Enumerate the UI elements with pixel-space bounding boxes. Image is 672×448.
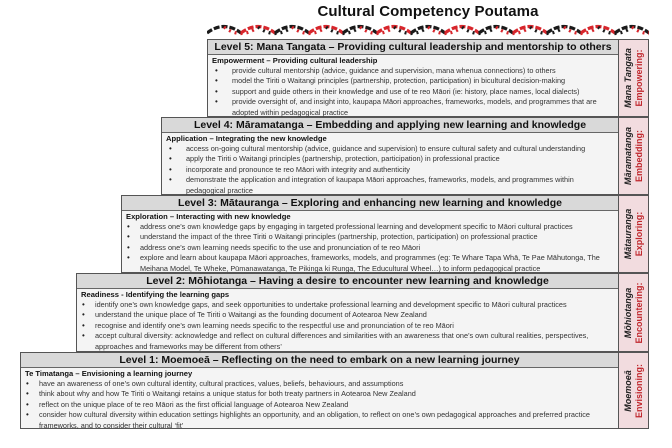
bullet-icon: • bbox=[26, 389, 29, 399]
list-item: • provide cultural mentorship (advice, guidance and supervision, mana whenua connections) to others bbox=[215, 66, 556, 75]
bullet-icon: • bbox=[215, 66, 218, 75]
side-label-level-5 bbox=[618, 39, 649, 117]
list-item: • address one’s own knowledge gaps by engaging in targeted professional learning and development specific to Māori cultural practices bbox=[127, 222, 573, 231]
bullet-icon: • bbox=[127, 232, 130, 242]
list-item: • incorporate and pronounce te reo Māori with integrity and authenticity bbox=[169, 164, 410, 174]
bullet-icon: • bbox=[169, 164, 172, 174]
level-subheading: Exploration – Interacting with new knowledge bbox=[126, 212, 291, 221]
list-item: • explore and learn about kaupapa Māori approaches, frameworks, models, and programmes (eg: Te Whare Tapa Whā, Te Pae Māhutonga, The Meihana Model, Te Wheke, Pūmanawatanga, Te Pikinga ki Runga, The Educultural Wheel…) to inform pedagogical practice bbox=[127, 253, 600, 273]
bullet-icon: • bbox=[215, 86, 218, 96]
bullet-list bbox=[208, 66, 618, 118]
side-label-english: Embedding: bbox=[633, 130, 644, 182]
level-5-block bbox=[207, 39, 618, 117]
document-title: Cultural Competency Poutama bbox=[317, 3, 539, 20]
list-item: • consider how cultural diversity within education settings highlights an opportunity, and an obligation, to reflect on one’s own pedagogical approaches and preferred practice frameworks, and to consider their cultural ‘fit’ bbox=[26, 410, 590, 430]
level-2-block bbox=[76, 273, 618, 352]
list-item: • understand the impact of the three Tiriti o Waitangi principles (partnership, protection, participation) on professional practice bbox=[127, 232, 538, 242]
list-item: • demonstrate the application and integration of kaupapa Māori approaches, frameworks, models, and programmes within pedagogical practice bbox=[169, 175, 574, 195]
side-label-maori: Moemoeā bbox=[622, 369, 633, 412]
bullet-list bbox=[77, 300, 618, 352]
list-item: • address one’s own learning needs specific to the use and pronunciation of te reo Māori bbox=[127, 242, 421, 252]
level-4-block bbox=[161, 117, 618, 195]
list-item: • support and guide others in their knowledge and use of te reo Māori (ie: history, place names, local dialects) bbox=[215, 86, 580, 96]
list-item: • provide oversight of, and insight into, kaupapa Māori approaches, frameworks, models, and programmes that are adopted within pedagogical practice bbox=[215, 97, 597, 117]
bullet-icon: • bbox=[82, 331, 85, 341]
side-label-english: Envisioning: bbox=[633, 363, 644, 418]
side-label-maori: Mōhiotanga bbox=[622, 287, 633, 338]
side-label-maori: Māramatanga bbox=[622, 126, 633, 186]
list-item: • model the Tiriti o Waitangi principles (partnership, protection, participation) in bicultural decision-making bbox=[215, 76, 566, 86]
side-label-english: Empowering: bbox=[633, 49, 644, 107]
side-label-level-2 bbox=[618, 273, 649, 352]
level-subheading: Application – Integrating the new knowledge bbox=[166, 134, 327, 143]
level-subheading: Readiness - Identifying the learning gaps bbox=[81, 290, 230, 299]
list-item: • think about why and how Te Tiriti o Waitangi retains a unique status for both treaty partners in Aotearoa New Zealand bbox=[26, 389, 416, 399]
bullet-icon: • bbox=[26, 399, 29, 409]
list-item: • accept cultural diversity: acknowledge and reflect on cultural differences and similarities with an awareness that one’s own cultural realities, perspectives, approaches and frameworks may be different from others’ bbox=[82, 331, 589, 351]
bullet-icon: • bbox=[127, 253, 130, 263]
level-heading: Level 4: Māramatanga – Embedding and applying new learning and knowledge bbox=[162, 118, 618, 133]
level-3-block bbox=[121, 195, 618, 273]
side-label-maori: Mana Tangata bbox=[622, 48, 633, 108]
level-heading: Level 3: Mātauranga – Exploring and enhancing new learning and knowledge bbox=[122, 196, 618, 211]
bullet-list bbox=[122, 222, 618, 274]
level-heading: Level 1: Moemoeā – Reflecting on the need to embark on a new learning journey bbox=[21, 353, 618, 368]
poutama-border-pattern bbox=[207, 21, 649, 39]
bullet-icon: • bbox=[82, 300, 85, 309]
list-item: • have an awareness of one’s own cultural identity, cultural practices, values, beliefs, behaviours, and assumptions bbox=[26, 379, 404, 388]
level-subheading: Empowerment – Providing cultural leadership bbox=[212, 56, 378, 65]
list-item: • access on-going cultural mentorship (advice, guidance and supervision) to ensure cultural safety and cultural understanding bbox=[169, 144, 586, 153]
side-label-english: Encountering: bbox=[633, 282, 644, 343]
bullet-list bbox=[21, 379, 618, 431]
list-item: • apply the Tiriti o Waitangi principles (partnership, protection, participation) in professional practice bbox=[169, 154, 500, 164]
side-label-maori: Mātauranga bbox=[622, 208, 633, 260]
level-heading: Level 5: Mana Tangata – Providing cultural leadership and mentorship to others bbox=[208, 40, 618, 55]
level-heading: Level 2: Mōhiotanga – Having a desire to encounter new learning and knowledge bbox=[77, 274, 618, 289]
bullet-icon: • bbox=[215, 76, 218, 86]
side-label-level-4 bbox=[618, 117, 649, 195]
bullet-icon: • bbox=[26, 379, 29, 388]
side-label-level-1 bbox=[618, 352, 649, 429]
bullet-icon: • bbox=[82, 320, 85, 330]
list-item: • recognise and identify one’s own learning needs specific to the respectful use and pronunciation of te reo Māori bbox=[82, 320, 454, 330]
level-1-block bbox=[20, 352, 618, 429]
bullet-icon: • bbox=[82, 310, 85, 320]
list-item: • identify one’s own knowledge gaps, and seek opportunities to undertake professional learning and development specific to Māori cultural practices bbox=[82, 300, 567, 309]
bullet-icon: • bbox=[169, 175, 172, 185]
bullet-icon: • bbox=[26, 410, 29, 420]
level-subheading: Te Timatanga – Envisioning a learning journey bbox=[25, 369, 193, 378]
bullet-icon: • bbox=[215, 97, 218, 107]
bullet-icon: • bbox=[127, 222, 130, 231]
bullet-list bbox=[162, 144, 618, 196]
side-label-english: Exploring: bbox=[633, 211, 644, 257]
list-item: • reflect on the unique place of te reo Māori as the first official language of Aotearoa New Zealand bbox=[26, 399, 349, 409]
bullet-icon: • bbox=[127, 242, 130, 252]
bullet-icon: • bbox=[169, 154, 172, 164]
bullet-icon: • bbox=[169, 144, 172, 153]
side-label-level-3 bbox=[618, 195, 649, 273]
list-item: • understand the unique place of Te Tiriti o Waitangi as the founding document of Aotearoa New Zealand bbox=[82, 310, 427, 320]
